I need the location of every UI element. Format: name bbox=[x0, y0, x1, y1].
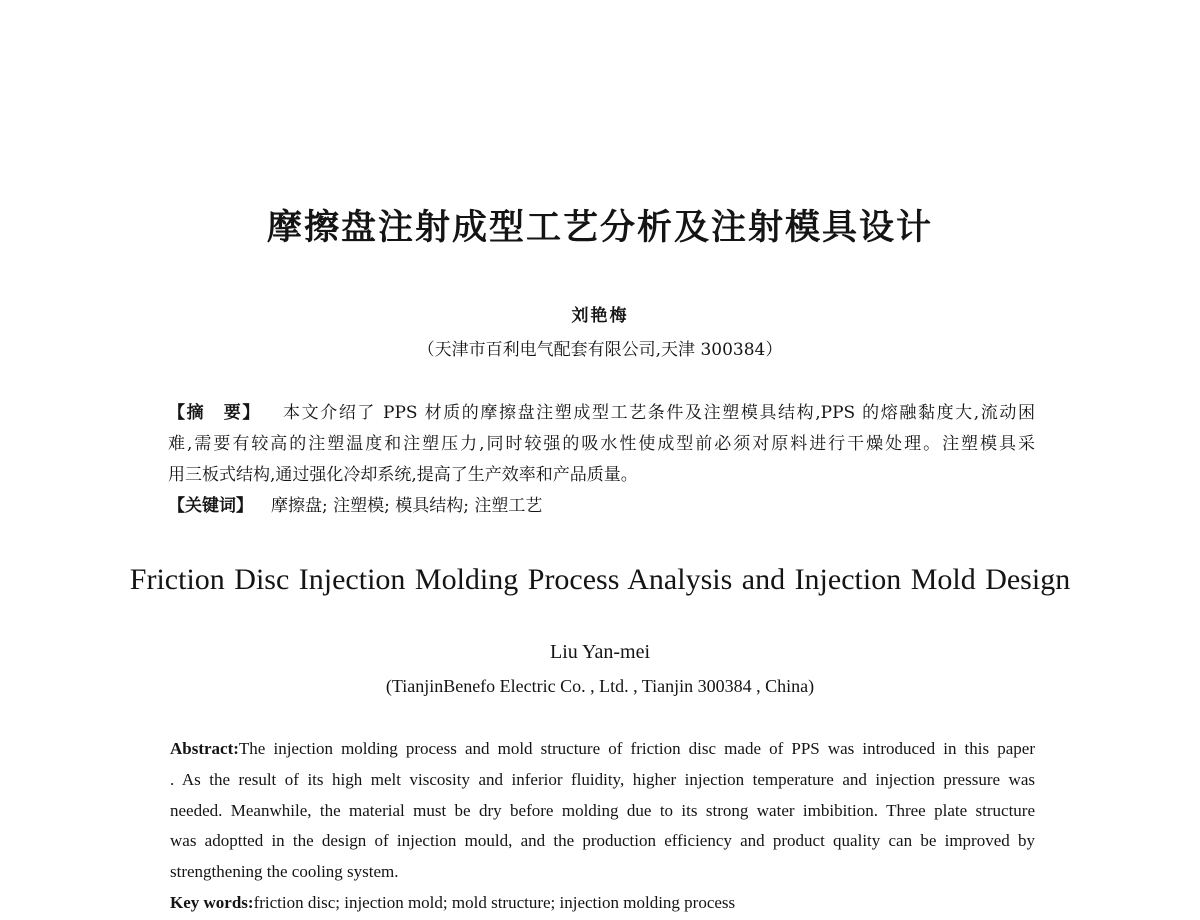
en-author: Liu Yan-mei bbox=[550, 641, 650, 663]
en-abstract-line bbox=[170, 765, 1035, 796]
en-abstract-text: The injection molding process and mold structure of friction disc made of PPS was introduced in this paper bbox=[238, 739, 1035, 758]
en-abstract-text: was adoptted in the design of injection mould, and the production efficiency and product quality can be improved by bbox=[170, 831, 1035, 851]
en-abstract-line bbox=[170, 796, 1035, 827]
en-keywords-label: Key words: bbox=[170, 892, 254, 912]
cn-abstract-text: 难,需要有较高的注塑温度和注塑压力,同时较强的吸水性使成型前必须对原料进行干燥处理。注塑模具采 bbox=[168, 434, 1035, 454]
cn-author: 刘艳梅 bbox=[571, 306, 629, 326]
cn-abstract-label: 【摘 要】 bbox=[168, 403, 262, 423]
cn-affiliation: （天津市百利电气配套有限公司,天津 300384） bbox=[417, 340, 783, 360]
cn-abstract-line bbox=[168, 398, 1035, 429]
en-abstract-line bbox=[170, 826, 1035, 857]
cn-abstract bbox=[168, 398, 1035, 522]
cn-abstract-line bbox=[168, 460, 1035, 491]
en-abstract-text: needed. Meanwhile, the material must be dry before molding due to its strong water imbibition. Three plate structure bbox=[170, 800, 1035, 820]
en-abstract-text: strengthening the cooling system. bbox=[170, 862, 399, 882]
en-keywords-text: friction disc; injection mold; mold structure; injection molding process bbox=[253, 892, 736, 912]
cn-abstract-text: 用三板式结构,通过强化冷却系统,提高了生产效率和产品质量。 bbox=[168, 465, 638, 485]
en-abstract-label: Abstract: bbox=[170, 739, 239, 758]
cn-abstract-text: 本文介绍了 PPS 材质的摩擦盘注塑成型工艺条件及注塑模具结构,PPS 的熔融黏度大,流动困 bbox=[283, 403, 1035, 423]
cn-abstract-line bbox=[168, 429, 1035, 460]
en-abstract-text: . As the result of its high melt viscosity and inferior fluidity, higher injection temperature and injection pressure was bbox=[170, 769, 1035, 789]
en-affiliation: (TianjinBenefo Electric Co. , Ltd. , Tianjin 300384 , China) bbox=[385, 676, 815, 696]
en-title: Friction Disc Injection Molding Process Analysis and Injection Mold Design bbox=[129, 563, 1071, 596]
cn-keywords bbox=[168, 491, 1035, 522]
cn-title: 摩擦盘注射成型工艺分析及注射模具设计 bbox=[266, 208, 933, 248]
en-abstract-line bbox=[170, 734, 1035, 765]
en-keywords bbox=[170, 888, 1035, 919]
en-abstract-line bbox=[170, 857, 1035, 888]
cn-keywords-text: 摩擦盘; 注塑模; 模具结构; 注塑工艺 bbox=[271, 496, 543, 516]
en-abstract bbox=[170, 734, 1035, 919]
cn-keywords-label: 【关键词】 bbox=[168, 496, 253, 516]
